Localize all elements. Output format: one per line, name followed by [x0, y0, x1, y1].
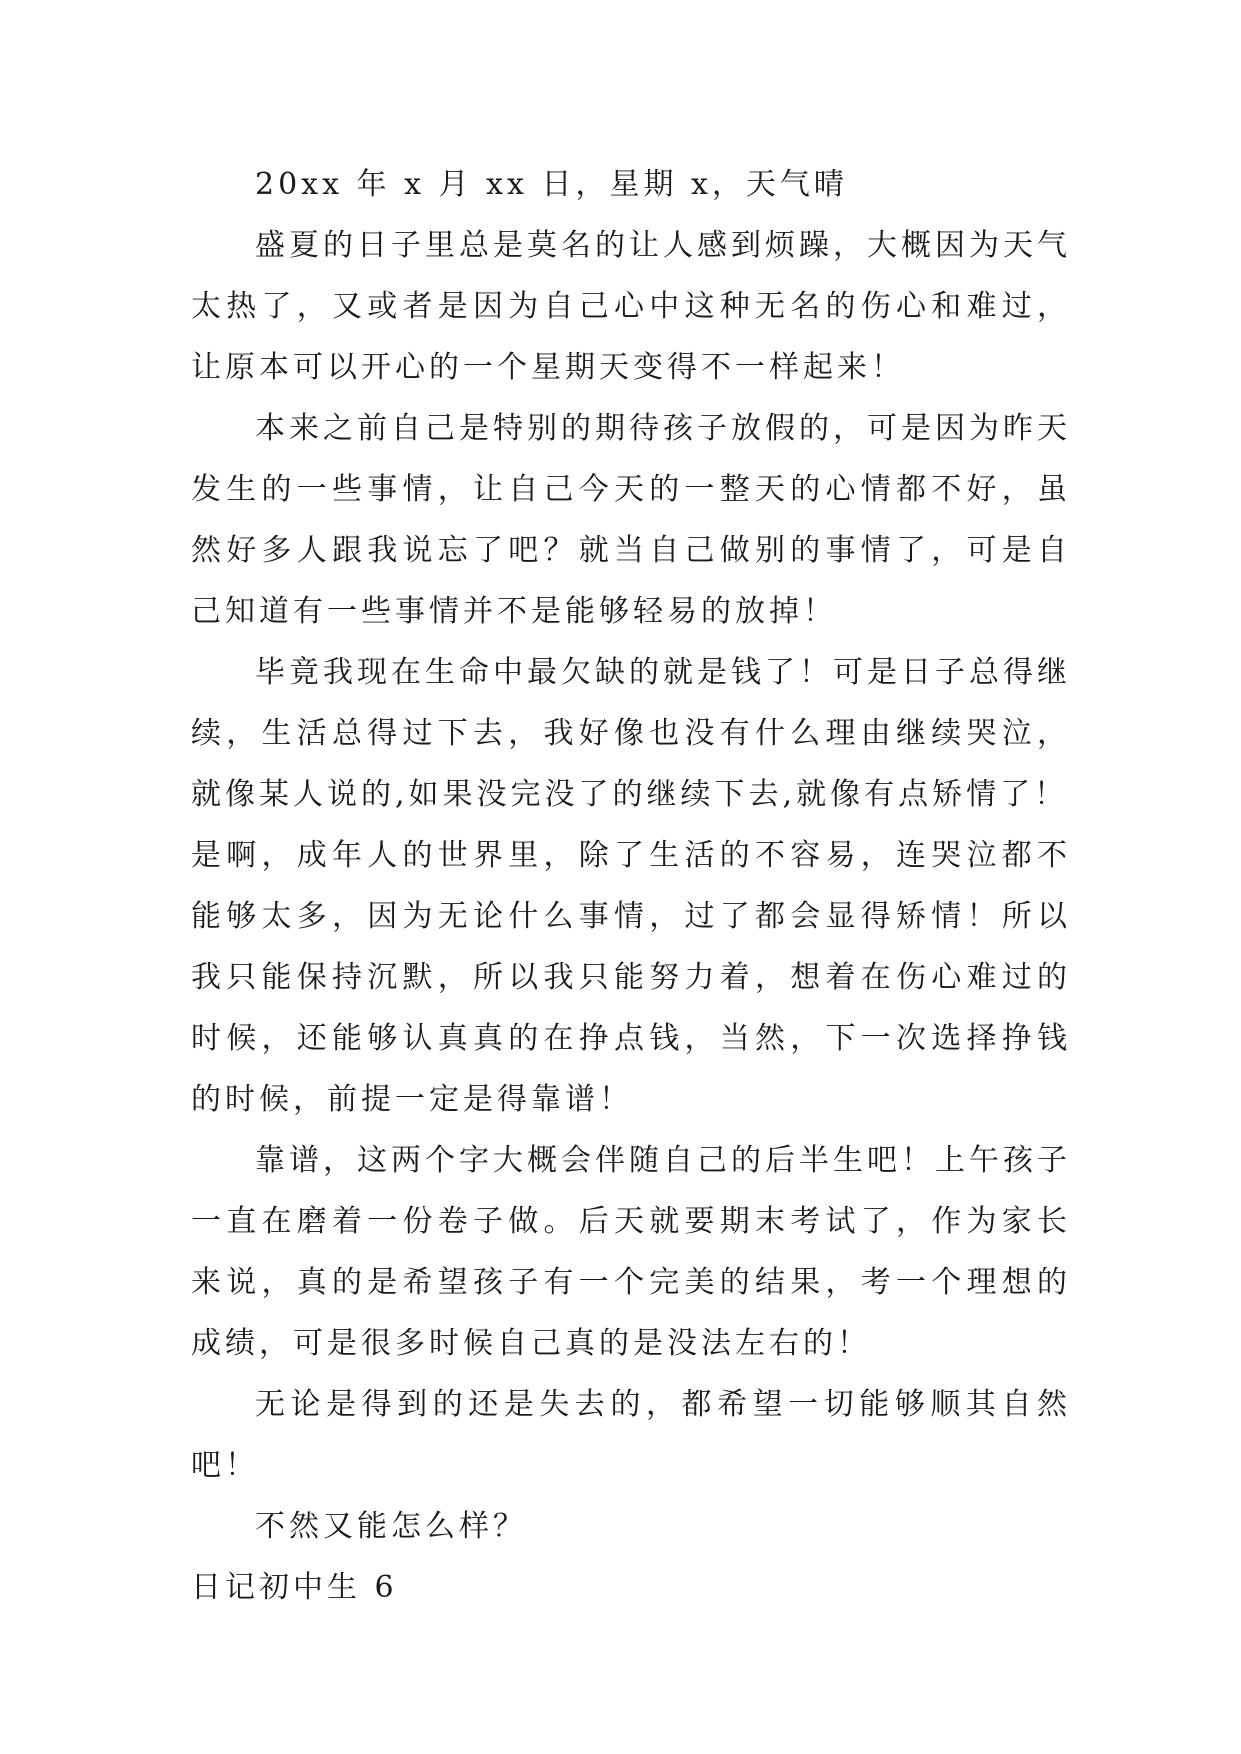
paragraph: 无论是得到的还是失去的，都希望一切能够顺其自然吧！ [191, 1387, 1071, 1483]
paragraph: 是啊，成年人的世界里，除了生活的不容易，连哭泣都不能够太多，因为无论什么事情，过了都会显得矫情！所以我只能保持沉默，所以我只能努力着，想着在伤心难过的时候，还能够认真真的在挣点钱，当然，下一次选择挣钱的时候，前提一定是得靠谱！ [191, 838, 1071, 1117]
paragraph: 盛夏的日子里总是莫名的让人感到烦躁，大概因为天气太热了，又或者是因为自己心中这种无名的伤心和难过，让原本可以开心的一个星期天变得不一样起来！ [191, 228, 1071, 385]
date-line: 20xx 年 x 月 xx 日，星期 x，天气晴 [255, 167, 848, 202]
paragraph: 本来之前自己是特别的期待孩子放假的，可是因为昨天发生的一些事情，让自己今天的一整天的心情都不好，虽然好多人跟我说忘了吧？就当自己做别的事情了，可是自己知道有一些事情并不是能够轻易的放掉！ [191, 411, 1071, 629]
section-heading: 日记初中生 6 [191, 1570, 398, 1605]
paragraph: 靠谱，这两个字大概会伴随自己的后半生吧！上午孩子一直在磨着一份卷子做。后天就要期末考试了，作为家长来说，真的是希望孩子有一个完美的结果，考一个理想的成绩，可是很多时候自己真的是没法左右的！ [191, 1143, 1071, 1361]
paragraph: 毕竟我现在生命中最欠缺的就是钱了！可是日子总得继续，生活总得过下去，我好像也没有什么理由继续哭泣，就像某人说的,如果没完没了的继续下去,就像有点矫情了！ [191, 655, 1071, 812]
document-body [191, 154, 1071, 1618]
paragraph: 不然又能怎么样？ [255, 1509, 527, 1544]
